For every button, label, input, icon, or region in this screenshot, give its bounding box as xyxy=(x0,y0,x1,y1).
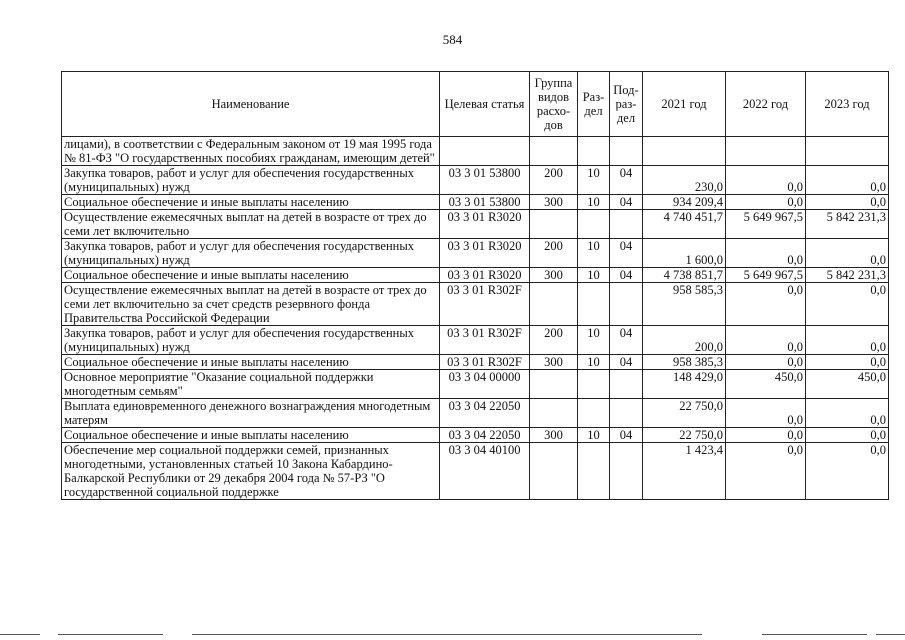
row-2022: 0,0 xyxy=(726,195,806,210)
row-name: Социальное обеспечение и иные выплаты населению xyxy=(62,268,440,283)
row-2023: 0,0 xyxy=(806,283,889,326)
row-article: 03 3 01 53800 xyxy=(440,195,530,210)
row-subsection: 04 xyxy=(610,195,643,210)
table-row xyxy=(62,137,889,166)
row-group: 300 xyxy=(530,428,578,443)
row-2022: 450,0 xyxy=(726,370,806,399)
header-section: Раз-дел xyxy=(578,72,610,137)
row-article: 03 3 01 R3020 xyxy=(440,268,530,283)
budget-table xyxy=(61,71,889,500)
row-section xyxy=(578,399,610,428)
row-section: 10 xyxy=(578,428,610,443)
row-article: 03 3 01 53800 xyxy=(440,166,530,195)
table-row xyxy=(62,239,889,268)
row-subsection: 04 xyxy=(610,355,643,370)
row-section xyxy=(578,137,610,166)
row-2022: 0,0 xyxy=(726,166,806,195)
row-name: Закупка товаров, работ и услуг для обеспечения государственных (муниципальных) нужд xyxy=(62,326,440,355)
scan-edge-lines xyxy=(0,630,905,640)
row-2021: 958 585,3 xyxy=(643,283,726,326)
row-2022: 0,0 xyxy=(726,239,806,268)
row-2021: 4 738 851,7 xyxy=(643,268,726,283)
row-article: 03 3 04 40100 xyxy=(440,443,530,500)
row-article: 03 3 01 R302F xyxy=(440,326,530,355)
table-row xyxy=(62,370,889,399)
row-group xyxy=(530,283,578,326)
row-2021: 22 750,0 xyxy=(643,428,726,443)
row-subsection xyxy=(610,370,643,399)
row-group xyxy=(530,370,578,399)
row-2023: 5 842 231,3 xyxy=(806,210,889,239)
header-subsection: Под-раз-дел xyxy=(610,72,643,137)
row-group: 300 xyxy=(530,195,578,210)
row-subsection: 04 xyxy=(610,428,643,443)
header-name: Наименование xyxy=(62,72,440,137)
table-row xyxy=(62,166,889,195)
row-2023: 0,0 xyxy=(806,239,889,268)
row-2023: 0,0 xyxy=(806,428,889,443)
row-2022: 5 649 967,5 xyxy=(726,210,806,239)
row-article: 03 3 01 R302F xyxy=(440,355,530,370)
row-subsection: 04 xyxy=(610,166,643,195)
header-2023: 2023 год xyxy=(806,72,889,137)
header-2021: 2021 год xyxy=(643,72,726,137)
row-2023: 0,0 xyxy=(806,355,889,370)
row-name: Социальное обеспечение и иные выплаты населению xyxy=(62,428,440,443)
row-2022: 0,0 xyxy=(726,283,806,326)
table-row xyxy=(62,210,889,239)
row-subsection xyxy=(610,283,643,326)
row-name: Основное мероприятие "Оказание социальной поддержки многодетным семьям" xyxy=(62,370,440,399)
table-row xyxy=(62,195,889,210)
table-row xyxy=(62,326,889,355)
row-section: 10 xyxy=(578,195,610,210)
row-group: 300 xyxy=(530,355,578,370)
row-article: 03 3 01 R3020 xyxy=(440,239,530,268)
row-name: Выплата единовременного денежного вознаграждения многодетным матерям xyxy=(62,399,440,428)
row-group xyxy=(530,443,578,500)
row-article: 03 3 04 22050 xyxy=(440,428,530,443)
table-row xyxy=(62,355,889,370)
row-2023: 450,0 xyxy=(806,370,889,399)
row-2021: 148 429,0 xyxy=(643,370,726,399)
row-article: 03 3 01 R3020 xyxy=(440,210,530,239)
row-2021: 22 750,0 xyxy=(643,399,726,428)
row-2022: 0,0 xyxy=(726,399,806,428)
row-subsection xyxy=(610,210,643,239)
row-2021: 200,0 xyxy=(643,326,726,355)
row-2022: 0,0 xyxy=(726,355,806,370)
page-number: 584 xyxy=(442,32,463,47)
row-name: Социальное обеспечение и иные выплаты населению xyxy=(62,195,440,210)
row-2023: 5 842 231,3 xyxy=(806,268,889,283)
row-2021: 958 385,3 xyxy=(643,355,726,370)
row-subsection xyxy=(610,443,643,500)
row-group: 200 xyxy=(530,239,578,268)
row-subsection: 04 xyxy=(610,239,643,268)
header-expense-group: Группа видов расхо-дов xyxy=(530,72,578,137)
table-row xyxy=(62,443,889,500)
row-2021: 1 600,0 xyxy=(643,239,726,268)
row-2022 xyxy=(726,137,806,166)
row-2022: 0,0 xyxy=(726,443,806,500)
row-2023 xyxy=(806,137,889,166)
row-2023: 0,0 xyxy=(806,443,889,500)
row-2022: 5 649 967,5 xyxy=(726,268,806,283)
row-group: 200 xyxy=(530,166,578,195)
row-subsection: 04 xyxy=(610,268,643,283)
row-2023: 0,0 xyxy=(806,195,889,210)
row-section: 10 xyxy=(578,268,610,283)
row-2023: 0,0 xyxy=(806,326,889,355)
row-2021 xyxy=(643,137,726,166)
row-name: лицами), в соответствии с Федеральным законом от 19 мая 1995 года № 81-ФЗ "О государственных пособиях гражданам, имеющим детей" xyxy=(62,137,440,166)
row-2021: 934 209,4 xyxy=(643,195,726,210)
row-2021: 4 740 451,7 xyxy=(643,210,726,239)
row-name: Обеспечение мер социальной поддержки семей, признанных многодетными, установленных статьей 10 Закона Кабардино-Балкарской Республики от 29 декабря 2004 года № 57-РЗ "О государственной социальной поддержке xyxy=(62,443,440,500)
row-name: Социальное обеспечение и иные выплаты населению xyxy=(62,355,440,370)
table-row xyxy=(62,268,889,283)
row-name: Закупка товаров, работ и услуг для обеспечения государственных (муниципальных) нужд xyxy=(62,239,440,268)
row-name: Осуществление ежемесячных выплат на детей в возрасте от трех до семи лет включительно xyxy=(62,210,440,239)
row-group xyxy=(530,210,578,239)
header-2022: 2022 год xyxy=(726,72,806,137)
row-section xyxy=(578,370,610,399)
table-header-row xyxy=(62,72,889,137)
row-group xyxy=(530,399,578,428)
row-group: 200 xyxy=(530,326,578,355)
row-article: 03 3 01 R302F xyxy=(440,283,530,326)
row-name: Осуществление ежемесячных выплат на детей в возрасте от трех до семи лет включительно за счет средств резервного фонда Правительства Российской Федерации xyxy=(62,283,440,326)
row-group: 300 xyxy=(530,268,578,283)
row-section xyxy=(578,443,610,500)
row-article: 03 3 04 22050 xyxy=(440,399,530,428)
row-subsection xyxy=(610,399,643,428)
row-section: 10 xyxy=(578,166,610,195)
table-row xyxy=(62,428,889,443)
row-2022: 0,0 xyxy=(726,326,806,355)
table-row xyxy=(62,399,889,428)
row-section xyxy=(578,283,610,326)
row-2021: 230,0 xyxy=(643,166,726,195)
row-section: 10 xyxy=(578,326,610,355)
row-name: Закупка товаров, работ и услуг для обеспечения государственных (муниципальных) нужд xyxy=(62,166,440,195)
row-subsection: 04 xyxy=(610,326,643,355)
row-section: 10 xyxy=(578,355,610,370)
row-2023: 0,0 xyxy=(806,399,889,428)
row-section xyxy=(578,210,610,239)
row-subsection xyxy=(610,137,643,166)
row-2022: 0,0 xyxy=(726,428,806,443)
row-2021: 1 423,4 xyxy=(643,443,726,500)
row-section: 10 xyxy=(578,239,610,268)
row-2023: 0,0 xyxy=(806,166,889,195)
row-article: 03 3 04 00000 xyxy=(440,370,530,399)
header-target-article: Целевая статья xyxy=(440,72,530,137)
table-row xyxy=(62,283,889,326)
row-group xyxy=(530,137,578,166)
row-article xyxy=(440,137,530,166)
